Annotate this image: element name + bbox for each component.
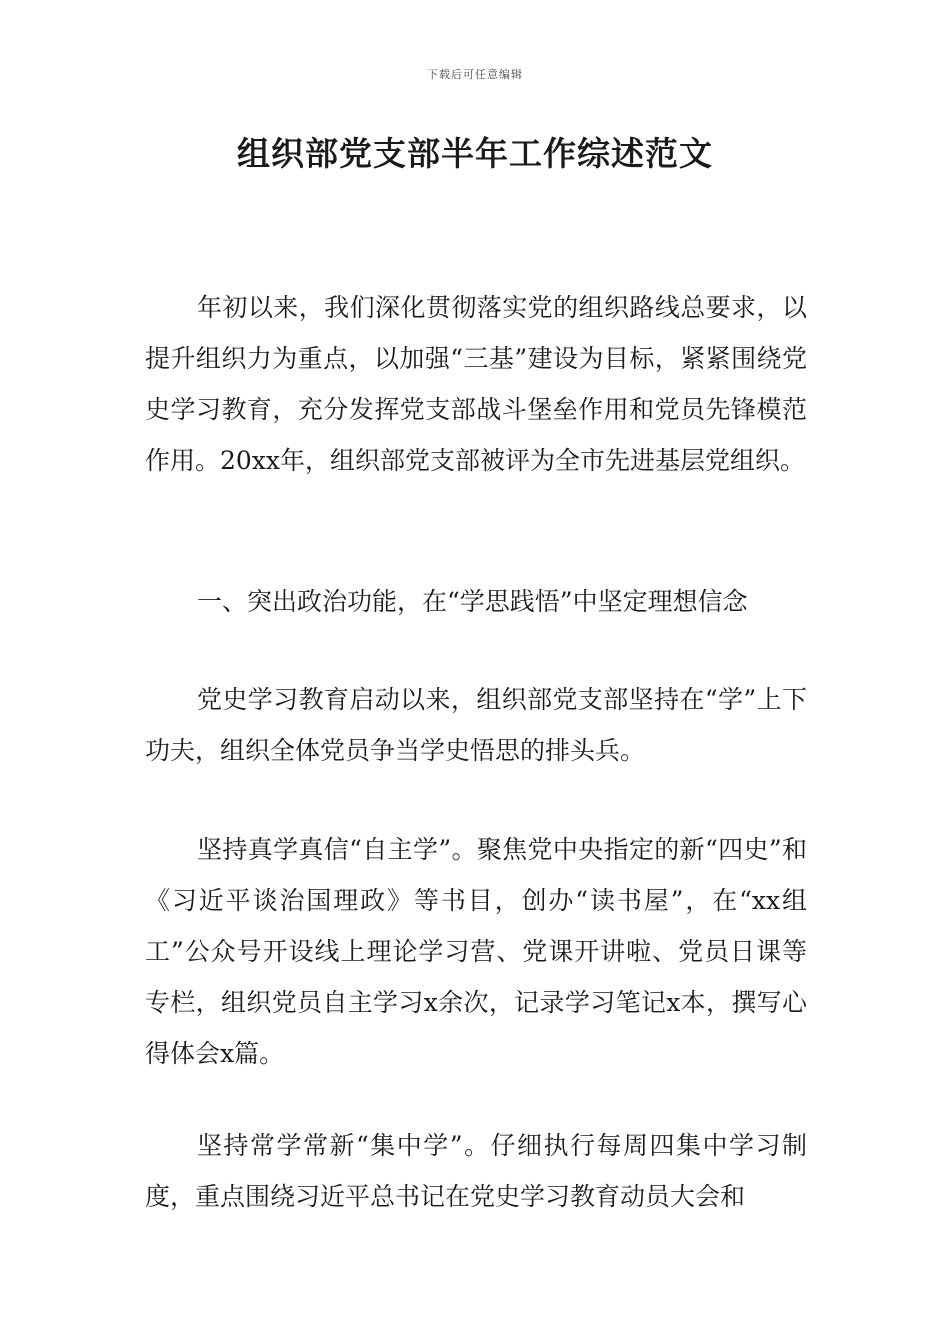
- paragraph-group-study: 坚持常学常新“集中学”。仔细执行每周四集中学习制度，重点围绕习近平总书记在党史学习教育动员大会和: [145, 1131, 807, 1211]
- header-note: 下载后可任意编辑: [427, 68, 523, 81]
- paragraph-self-study: 坚持真学真信“自主学”。聚焦党中央指定的新“四史”和《习近平谈治国理政》等书目，创办“读书屋”，在“xx组工”公众号开设线上理论学习营、党课开讲啦、党员日课等专栏，组织党员自主学习x余次，记录学习笔记x本，撰写心得体会x篇。: [145, 835, 808, 1068]
- paragraph-intro: 年初以来，我们深化贯彻落实党的组织路线总要求，以提升组织力为重点，以加强“三基”建设为目标，紧紧围绕党史学习教育，充分发挥党支部战斗堡垒作用和党员先锋模范作用。20xx年，组织部党支部被评为全市先进基层党组织。: [145, 293, 807, 475]
- paragraph-section-1-intro: 党史学习教育启动以来，组织部党支部坚持在“学”上下功夫，组织全体党员争当学史悟思的排头兵。: [145, 685, 807, 765]
- document-title: 组织部党支部半年工作综述范文: [237, 134, 713, 173]
- section-heading-1: 一、突出政治功能，在“学思践悟”中坚定理想信念: [197, 587, 748, 616]
